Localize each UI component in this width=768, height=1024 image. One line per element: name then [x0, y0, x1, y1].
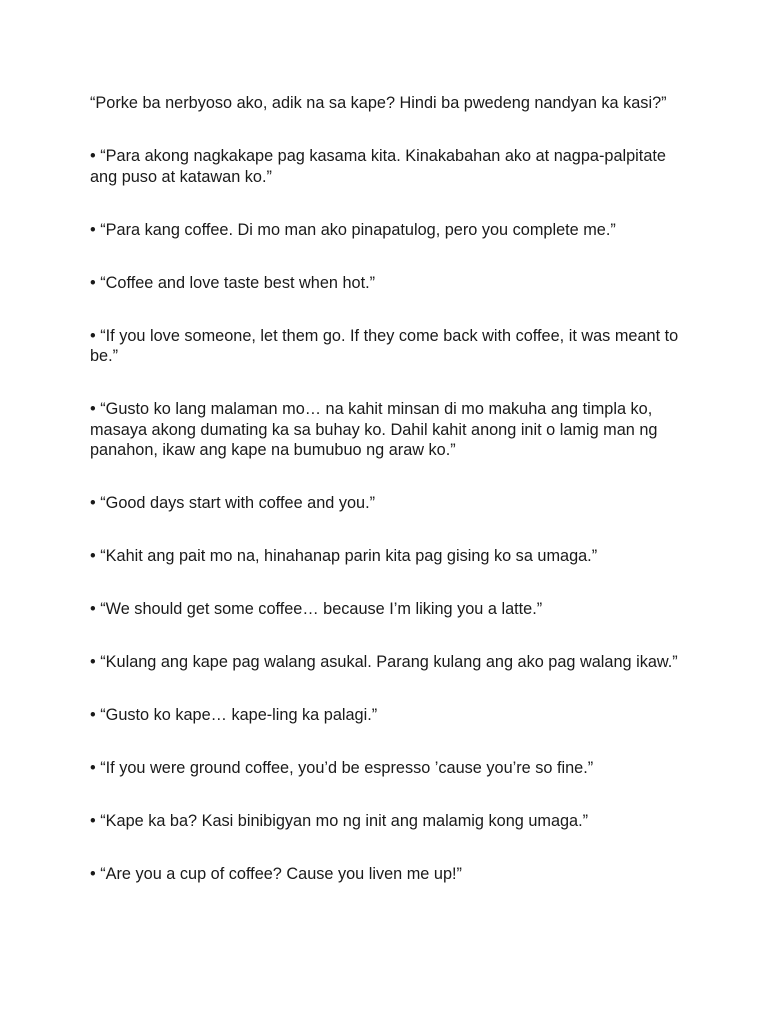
quote-item	[90, 326, 690, 367]
quote-item	[90, 399, 690, 461]
quote-text: “Are you a cup of coffee? Cause you liven me up!”	[100, 865, 462, 883]
quote-item	[90, 758, 690, 779]
quote-text: “Para akong nagkakape pag kasama kita. Kinakabahan ako at nagpa-palpitate ang puso at katawan ko.”	[90, 147, 666, 186]
bullet-marker: •	[90, 653, 101, 671]
quote-item	[90, 546, 690, 567]
quote-text: “Porke ba nerbyoso ako, adik na sa kape? Hindi ba pwedeng nandyan ka kasi?”	[90, 94, 667, 112]
quote-text: “Good days start with coffee and you.”	[100, 494, 376, 512]
quote-text: “Gusto ko kape… kape-ling ka palagi.”	[100, 706, 378, 724]
quote-item	[90, 811, 690, 832]
quote-text: “Gusto ko lang malaman mo… na kahit minsan di mo makuha ang timpla ko, masaya akong dumating ka sa buhay ko. Dahil kahit anong init o lamig man ng panahon, ikaw ang kape na bumubuo ng araw ko.”	[90, 400, 658, 459]
quote-item	[90, 93, 690, 114]
quote-text: “Kape ka ba? Kasi binibigyan mo ng init ang malamig kong umaga.”	[100, 812, 589, 830]
bullet-marker: •	[90, 326, 101, 345]
quote-text: “Kulang ang kape pag walang asukal. Parang kulang ang ako pag walang ikaw.”	[100, 653, 678, 671]
quote-item	[90, 273, 690, 294]
bullet-marker: •	[90, 600, 101, 618]
quote-text: “If you were ground coffee, you’d be espresso ’cause you’re so fine.”	[100, 759, 594, 777]
quote-text: “If you love someone, let them go. If they come back with coffee, it was meant to be.”	[90, 326, 679, 365]
bullet-marker: •	[90, 812, 101, 830]
quote-text: “Kahit ang pait mo na, hinahanap parin kita pag gising ko sa umaga.”	[100, 547, 598, 565]
quote-item	[90, 599, 690, 620]
bullet-marker: •	[90, 759, 101, 777]
bullet-marker: •	[90, 400, 101, 418]
bullet-marker: •	[90, 147, 101, 165]
bullet-marker: •	[90, 220, 101, 239]
quote-item	[90, 146, 690, 187]
quote-item	[90, 705, 690, 726]
bullet-marker: •	[90, 494, 101, 512]
quote-item	[90, 220, 690, 241]
quote-text: “Para kang coffee. Di mo man ako pinapatulog, pero you complete me.”	[100, 220, 616, 239]
quote-item	[90, 864, 690, 885]
bullet-marker: •	[90, 706, 101, 724]
quote-text: “We should get some coffee… because I’m liking you a latte.”	[100, 600, 543, 618]
quote-item	[90, 493, 690, 514]
quote-text: “Coffee and love taste best when hot.”	[100, 273, 376, 292]
bullet-marker: •	[90, 865, 101, 883]
bullet-marker: •	[90, 547, 101, 565]
document-page	[90, 93, 690, 917]
quote-item	[90, 652, 690, 673]
bullet-marker: •	[90, 273, 101, 292]
